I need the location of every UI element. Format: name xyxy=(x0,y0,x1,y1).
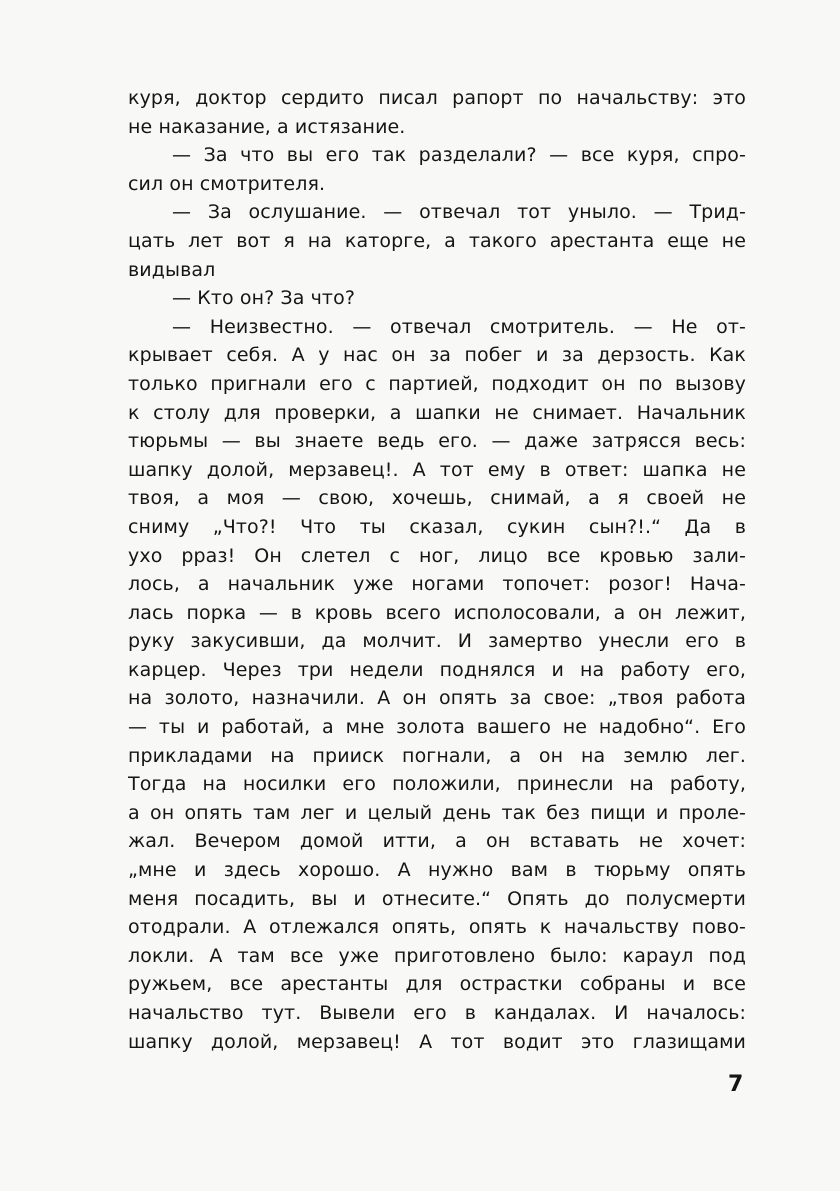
text-line: карцер. Через три недели поднялся и на работу его, xyxy=(128,658,746,681)
text-line: „мне и здесь хорошо. А нужно вам в тюрьму опять xyxy=(128,859,746,882)
body-text xyxy=(128,84,746,1056)
text-line: крывает себя. А у нас он за побег и за дерзость. Как xyxy=(128,344,746,367)
text-line: руку закусивши, да молчит. И замертво унесли его в xyxy=(128,630,746,653)
text-line: видывал xyxy=(128,258,216,281)
text-line: ухо рраз! Он слетел с ног, лицо все кровью зали- xyxy=(128,544,746,567)
text-line: ружьем, все арестанты для острастки собраны и все xyxy=(128,973,746,996)
text-line: жал. Вечером домой итти, а он вставать не хочет: xyxy=(128,830,746,853)
text-line: прикладами на прииск погнали, а он на землю лег. xyxy=(128,744,746,767)
text-line: только пригнали его с партией, подходит он по вызову xyxy=(128,372,746,395)
text-line: сил он смотрителя. xyxy=(128,172,326,195)
text-line: — За ослушание. — отвечал тот уныло. — Трид- xyxy=(172,201,746,224)
text-line: не наказание, а истязание. xyxy=(128,115,406,138)
text-line: лась порка — в кровь всего исполосовали, а он лежит, xyxy=(128,601,746,624)
text-line: твоя, а моя — свою, хочешь, снимай, а я своей не xyxy=(128,487,746,510)
text-line: — ты и работай, а мне золота вашего не надобно“. Его xyxy=(128,716,746,739)
text-line: локли. А там все уже приготовлено было: караул под xyxy=(128,944,746,967)
text-line: к столу для проверки, а шапки не снимает. Начальник xyxy=(128,401,746,424)
text-line: начальство тут. Вывели его в кандалах. И началось: xyxy=(128,1002,746,1024)
text-line: Тогда на носилки его положили, принесли на работу, xyxy=(128,773,746,796)
text-line: тюрьмы — вы знаете ведь его. — даже затрясся весь: xyxy=(128,430,746,453)
text-line: — Неизвестно. — отвечал смотритель. — Не от- xyxy=(172,315,746,338)
text-line: меня посадить, вы и отнесите.“ Опять до полусмерти xyxy=(128,887,746,910)
text-line: а он опять там лег и целый день так без пищи и проле- xyxy=(128,801,746,824)
text-line: отодрали. А отлежался опять, опять к начальству пово- xyxy=(128,916,746,939)
text-line: на золото, назначили. А он опять за свое: „твоя работа xyxy=(128,687,746,710)
page-number: 7 xyxy=(728,1072,744,1097)
text-line: лось, а начальник уже ногами топочет: розог! Нача- xyxy=(128,573,746,596)
text-line: — За что вы его так разделали? — все куря, спро- xyxy=(172,144,746,167)
text-line: шапку долой, мерзавец!. А тот ему в ответ: шапка не xyxy=(128,458,746,481)
text-line: шапку долой, мерзавец! А тот водит это глазищами xyxy=(128,1030,746,1053)
text-line: — Кто он? За что? xyxy=(172,287,355,310)
text-line: сниму „Что?! Что ты сказал, сукин сын?!.“ Да в xyxy=(128,515,746,538)
text-line: куря, доктор сердито писал рапорт по начальству: это xyxy=(128,87,746,109)
text-line: цать лет вот я на каторге, а такого арестанта еще не xyxy=(128,229,746,252)
